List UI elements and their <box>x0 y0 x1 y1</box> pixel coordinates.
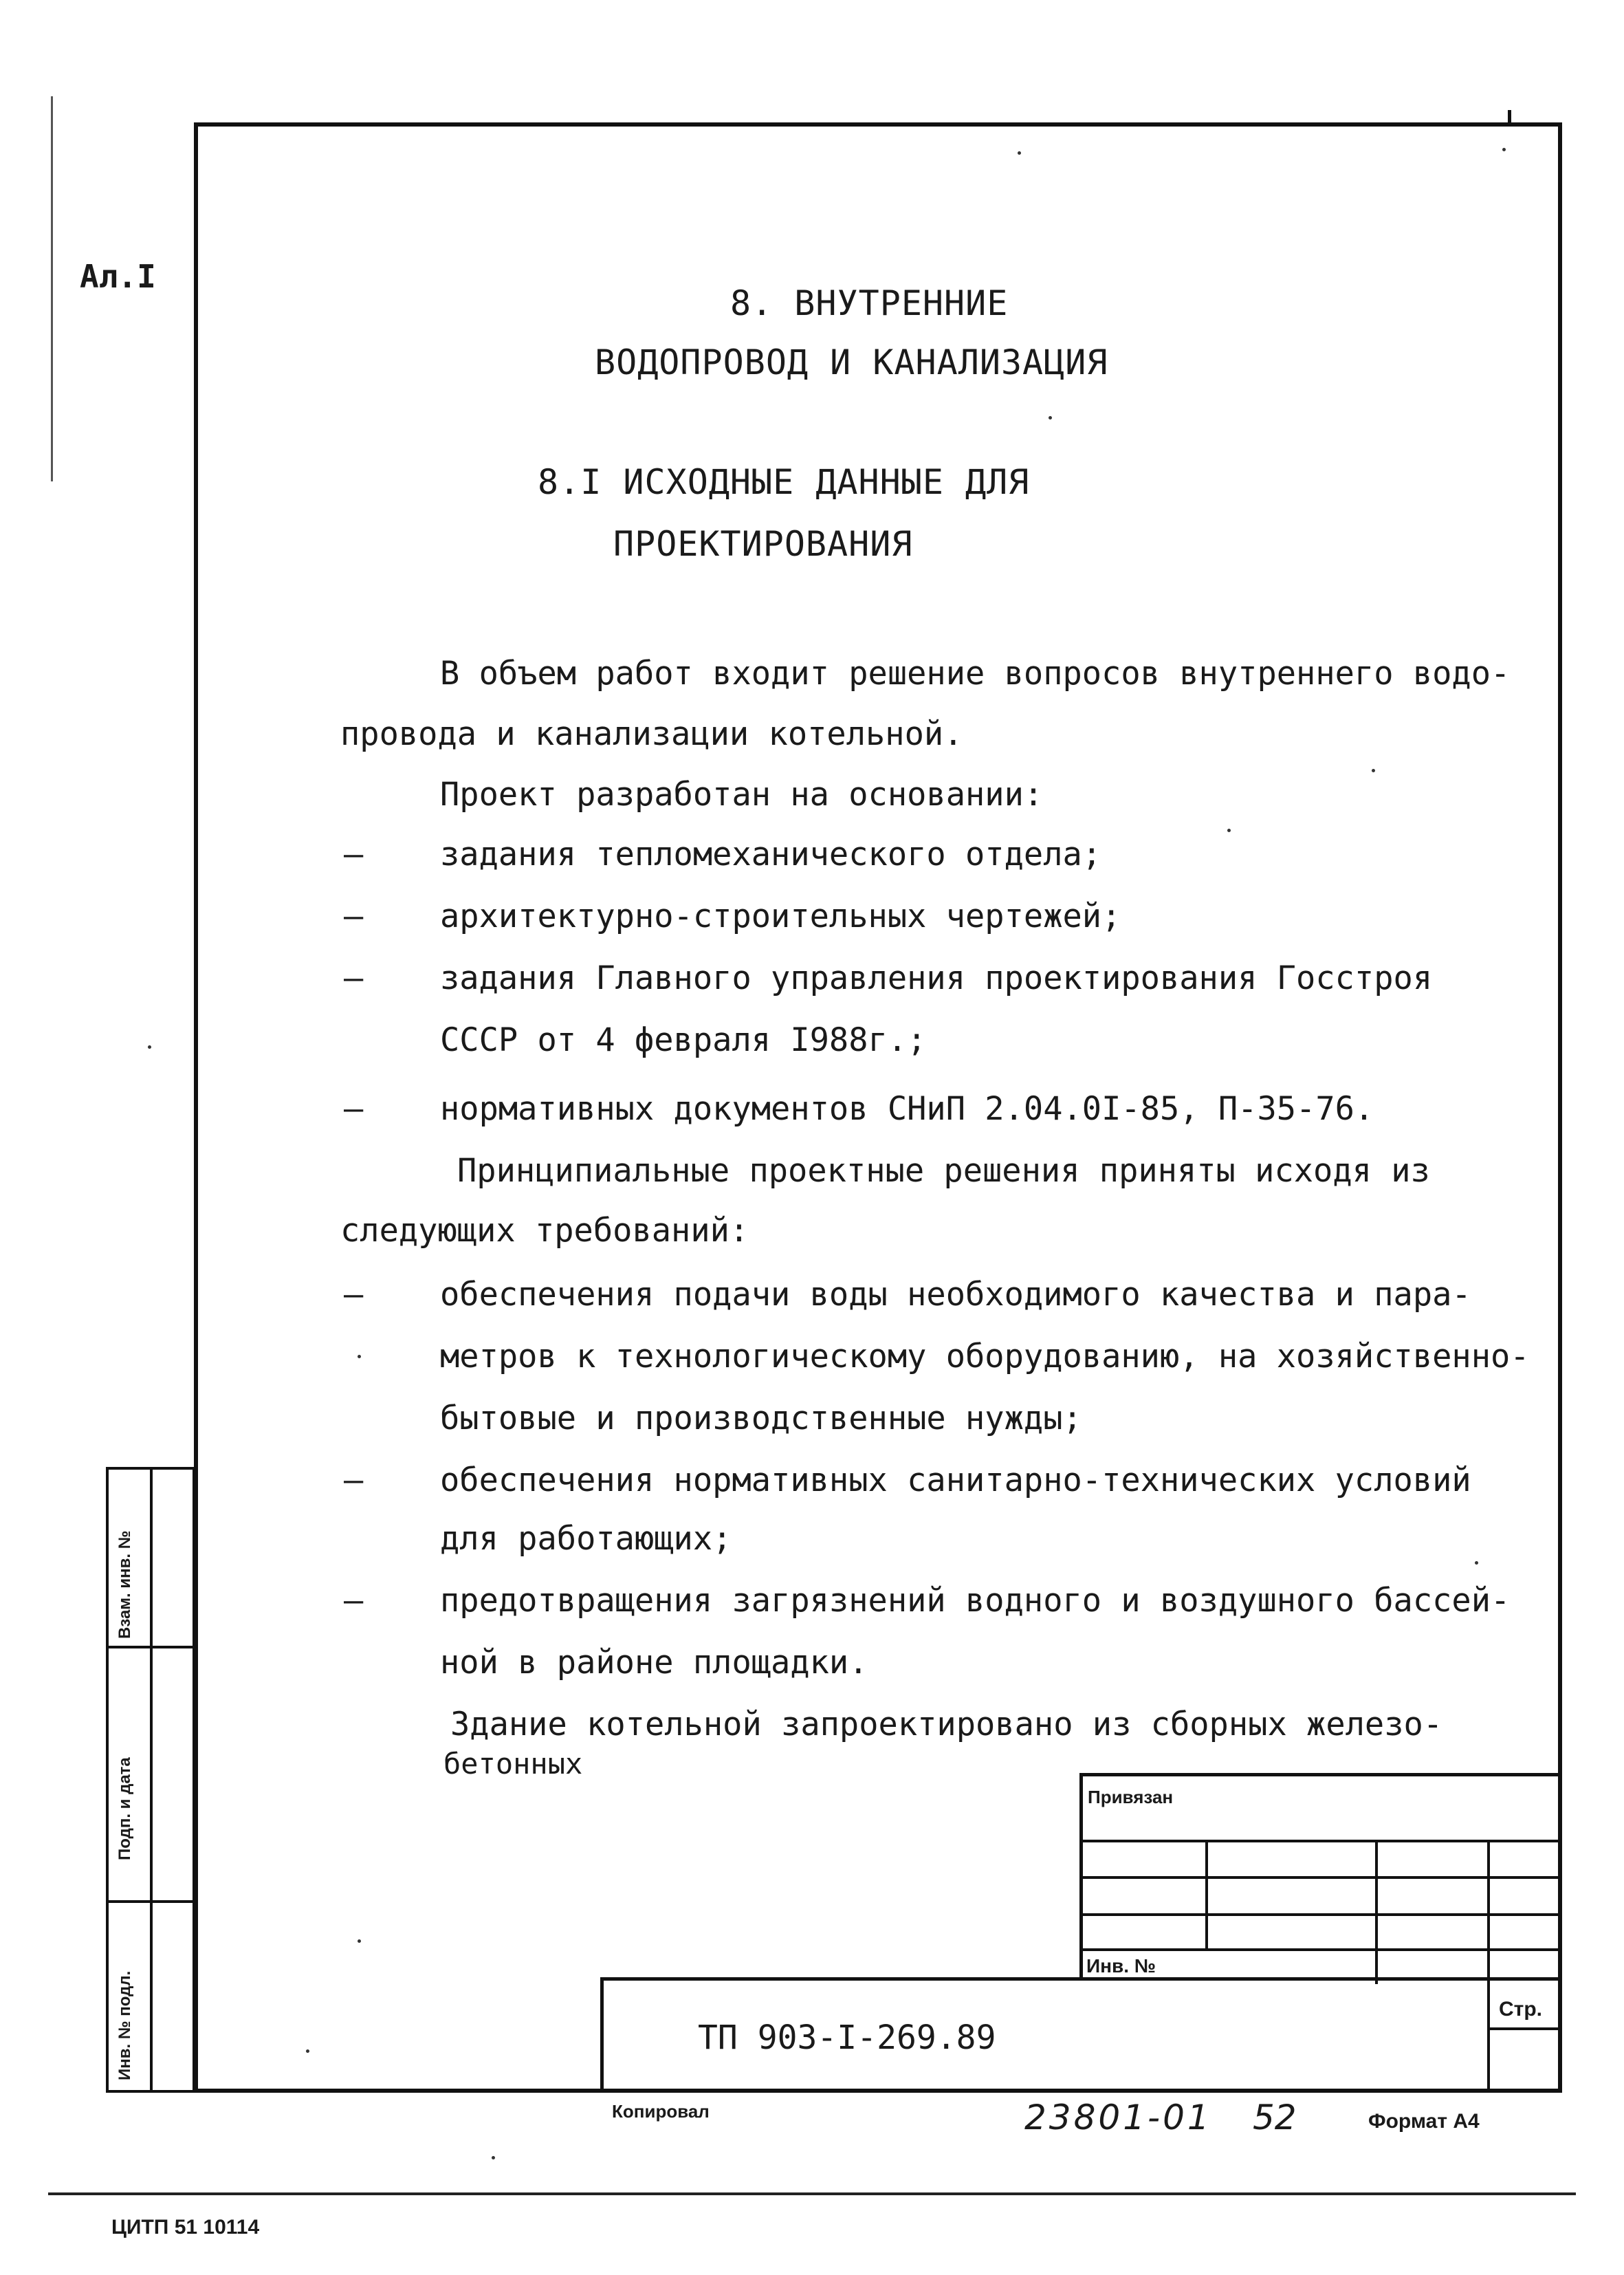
format-label: Формат А4 <box>1368 2110 1480 2133</box>
paragraph-3-line-2: следующих требований: <box>340 1212 749 1250</box>
side-stamp-row-line <box>106 1646 195 1648</box>
side-stamp-row-line <box>106 1900 195 1903</box>
paragraph-3-line-1: Принципиальные проектные решения приняты исходя из <box>457 1152 1430 1190</box>
bullet-dash: – <box>344 836 364 873</box>
paragraph-4-line-1: Здание котельной запроектировано из сборных железо- <box>450 1706 1443 1743</box>
title-block-line <box>1375 1840 1378 1984</box>
side-stamp-divider <box>150 1467 153 2093</box>
paragraph-1-line-2: провода и канализации котельной. <box>340 715 963 753</box>
section-title-line2: ВОДОПРОВОД И КАНАЛИЗАЦИЯ <box>595 342 1108 382</box>
bullet-5-line-1: обеспечения подачи воды необходимого качества и пара- <box>440 1276 1471 1314</box>
scan-speck <box>148 1045 151 1049</box>
subsection-title-line1: 8.I ИСХОДНЫЕ ДАННЫЕ ДЛЯ <box>538 462 1030 502</box>
bullet-dash: – <box>344 1461 364 1499</box>
scan-speck <box>306 2049 309 2053</box>
scan-speck <box>1227 829 1231 832</box>
bullet-dash: – <box>344 897 364 935</box>
scan-speck <box>1372 769 1375 772</box>
paragraph-2: Проект разработан на основании: <box>440 776 1044 814</box>
title-block-inv-no: Инв. № <box>1086 1955 1156 1977</box>
bullet-7-line-1: предотвращения загрязнений водного и воздушного бассей- <box>440 1582 1511 1620</box>
scan-speck <box>358 1355 361 1358</box>
scan-speck <box>1502 148 1506 151</box>
title-block-line <box>1487 1840 1490 2093</box>
side-stamp-replacement-inv: Взам. инв. № <box>116 1530 134 1639</box>
bullet-dash: – <box>344 1582 364 1620</box>
scan-edge-line <box>51 96 53 481</box>
scan-speck <box>492 2156 495 2159</box>
side-stamp-sign-date: Подп. и дата <box>116 1757 134 1860</box>
scan-speck <box>1018 151 1021 155</box>
scan-speck <box>1475 1561 1478 1565</box>
subsection-title-line2: ПРОЕКТИРОВАНИЯ <box>613 524 913 564</box>
sheet-label: Ал.I <box>80 258 156 295</box>
document-code: ТП 903-I-269.89 <box>698 2018 996 2057</box>
print-mark: ЦИТП 51 10114 <box>111 2216 260 2239</box>
bullet-dash: – <box>344 1090 364 1128</box>
bullet-6-line-1: обеспечения нормативных санитарно-технических условий <box>440 1461 1471 1499</box>
bullet-dash: – <box>344 959 364 997</box>
title-block-page-label: Стр. <box>1499 1998 1543 2021</box>
paragraph-1-line-1: В объем работ входит решение вопросов внутреннего водо- <box>440 655 1511 693</box>
title-block-line <box>1487 2027 1562 2030</box>
frame-tick <box>1508 110 1511 125</box>
handwritten-number: 23801-01 <box>1024 2098 1212 2137</box>
title-block-line <box>600 1977 1562 1981</box>
bullet-2: архитектурно-строительных чертежей; <box>440 897 1121 935</box>
title-block-line <box>1205 1840 1208 1950</box>
bullet-5-line-3: бытовые и производственные нужды; <box>440 1400 1082 1437</box>
copied-by-label: Копировал <box>612 2101 710 2122</box>
bullet-6-line-2: для работающих; <box>440 1520 732 1558</box>
bullet-1: задания тепломеханического отдела; <box>440 836 1102 873</box>
bullet-3-line-2: СССР от 4 февраля I988г.; <box>440 1021 927 1059</box>
bottom-edge-line <box>48 2192 1576 2195</box>
bullet-4: нормативных документов СНиП 2.04.0I-85, П-35-76. <box>440 1090 1374 1128</box>
paragraph-4-line-2: бетонных <box>443 1747 583 1781</box>
title-block-line <box>1079 1773 1562 1776</box>
section-title-line1: 8. ВНУТРЕННИЕ <box>730 283 1009 323</box>
bullet-7-line-2: ной в районе площадки. <box>440 1644 868 1681</box>
scan-speck <box>1049 416 1052 420</box>
bullet-dash: – <box>344 1276 364 1314</box>
scan-speck <box>358 1939 361 1943</box>
title-block-line <box>600 1977 604 2093</box>
side-stamp-original-inv: Инв. № подл. <box>116 1970 134 2080</box>
bullet-5-line-2: метров к технологическому оборудованию, на хозяйственно- <box>440 1338 1530 1375</box>
title-block-privyazan: Привязан <box>1088 1787 1174 1807</box>
handwritten-page-number: 52 <box>1253 2098 1297 2137</box>
bullet-3-line-1: задания Главного управления проектирования Госстроя <box>440 959 1433 997</box>
